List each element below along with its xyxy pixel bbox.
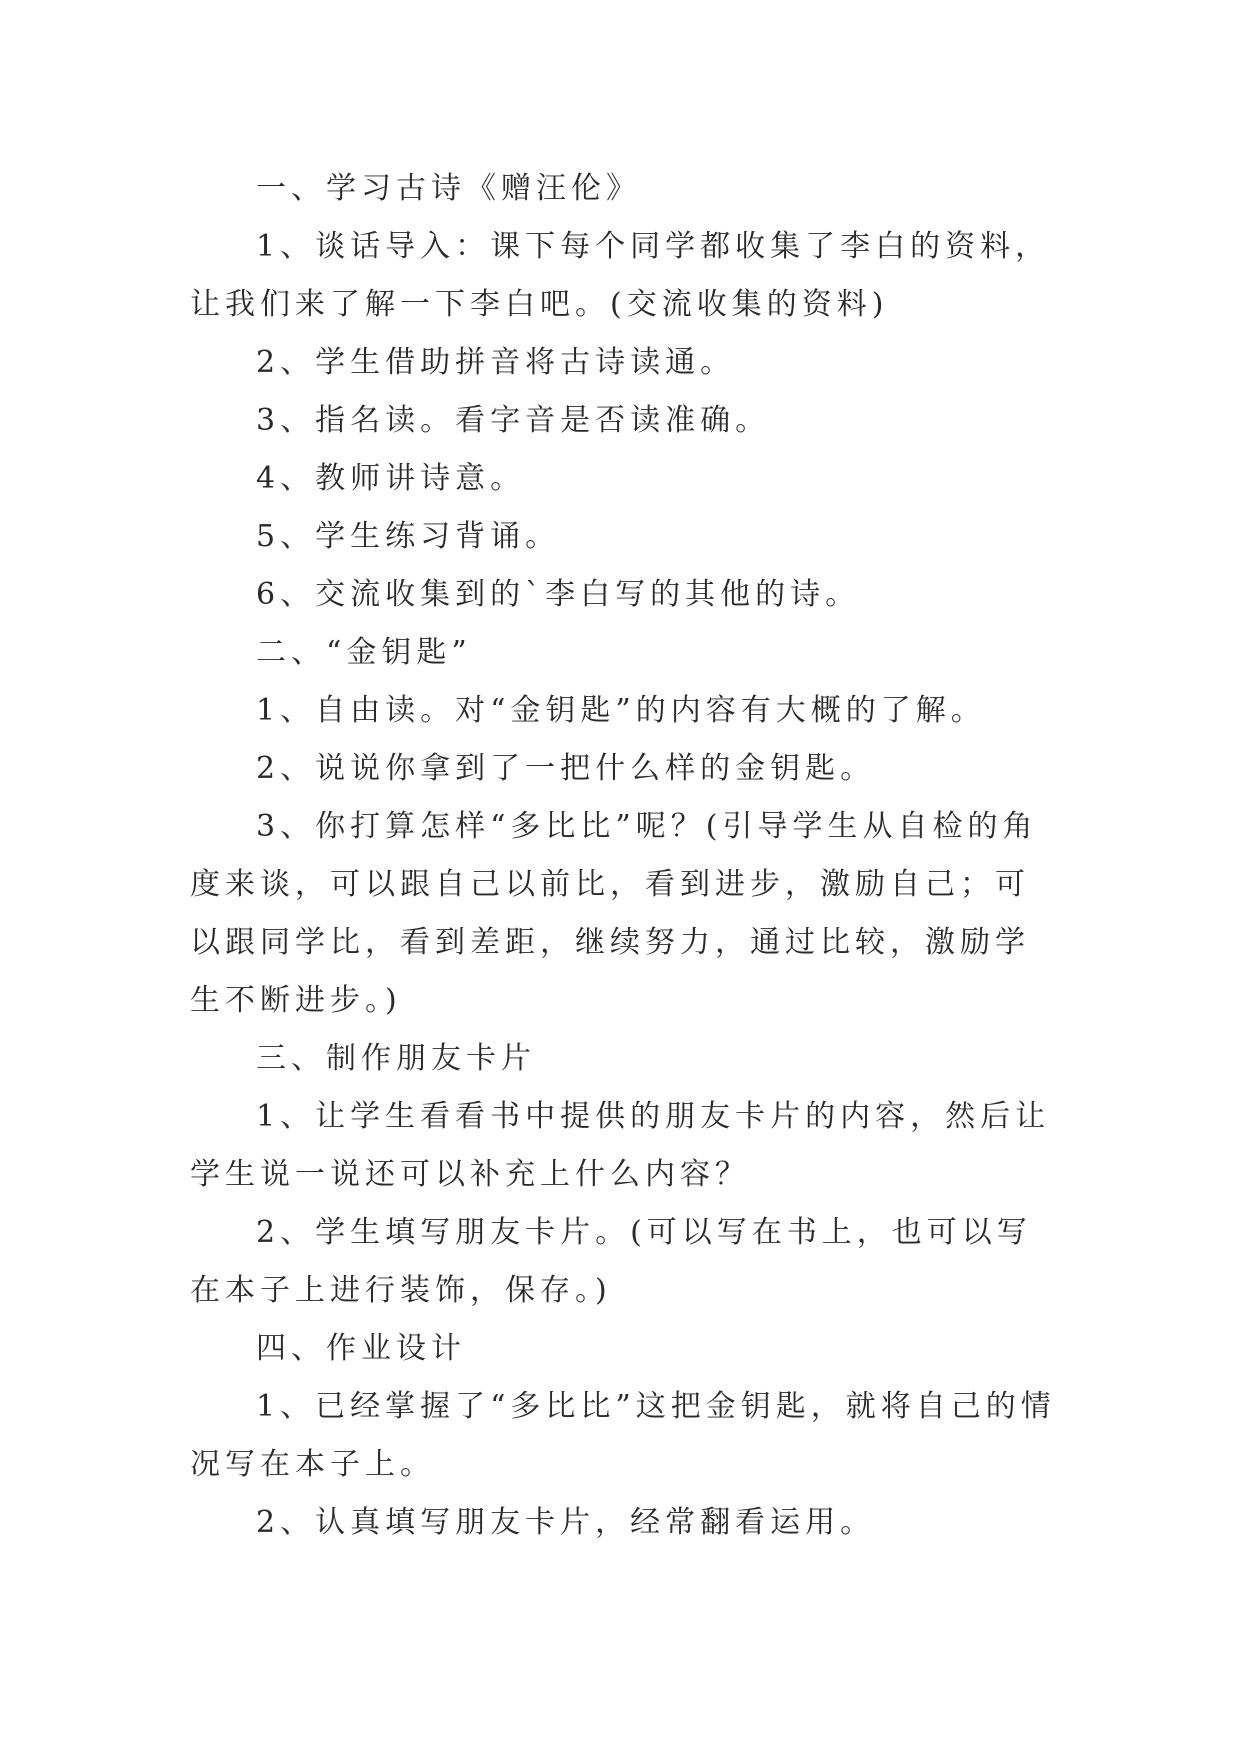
paragraph: 2、学生借助拼音将古诗读通。 bbox=[256, 345, 736, 380]
paragraph: 1、自由读。对“金钥匙”的内容有大概的了解。 bbox=[256, 693, 986, 728]
paragraph: 6、交流收集到的`李白写的其他的诗。 bbox=[256, 577, 861, 612]
paragraph: 1、让学生看看书中提供的朋友卡片的内容，然后让学生说一说还可以补充上什么内容？ bbox=[190, 1099, 1051, 1192]
paragraph: 3、你打算怎样“多比比”呢？(引导学生从自检的角度来谈，可以跟自己以前比，看到进步，激励自己；可以跟同学比，看到差距，继续努力，通过比较，激励学生不断进步。) bbox=[190, 809, 1038, 1018]
paragraph: 1、已经掌握了“多比比”这把金钥匙，就将自己的情况写在本子上。 bbox=[190, 1389, 1056, 1482]
section-heading-1: 一、学习古诗《赠汪伦》 bbox=[256, 171, 641, 206]
section-heading-3: 三、制作朋友卡片 bbox=[256, 1041, 536, 1076]
paragraph: 2、学生填写朋友卡片。(可以写在书上，也可以写在本子上进行装饰，保存。) bbox=[190, 1215, 1032, 1308]
paragraph: 1、谈话导入：课下每个同学都收集了李白的资料，让我们来了解一下李白吧。(交流收集的资料) bbox=[190, 229, 1051, 322]
paragraph: 3、指名读。看字音是否读准确。 bbox=[256, 403, 771, 438]
paragraph: 2、认真填写朋友卡片，经常翻看运用。 bbox=[256, 1505, 876, 1540]
paragraph: 2、说说你拿到了一把什么样的金钥匙。 bbox=[256, 751, 876, 786]
document-body bbox=[190, 160, 1060, 1552]
section-heading-4: 四、作业设计 bbox=[256, 1331, 466, 1366]
section-heading-2: 二、“金钥匙” bbox=[256, 635, 472, 670]
paragraph: 5、学生练习背诵。 bbox=[256, 519, 561, 554]
paragraph: 4、教师讲诗意。 bbox=[256, 461, 526, 496]
